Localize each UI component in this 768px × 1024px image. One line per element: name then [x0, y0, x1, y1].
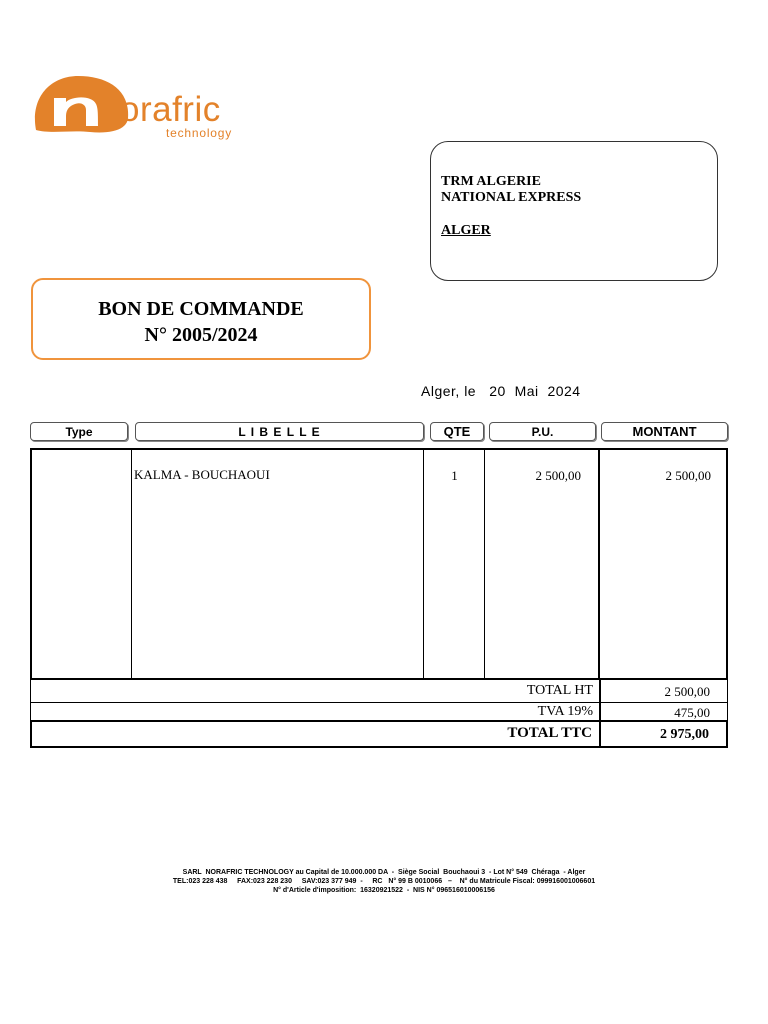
items-table — [30, 448, 728, 680]
total-ttc-row — [30, 720, 728, 748]
column-divider — [599, 722, 601, 746]
tva-row — [30, 702, 728, 721]
column-divider — [131, 450, 132, 678]
header-qte: QTE — [430, 422, 484, 441]
column-divider — [484, 450, 485, 678]
recipient-company: NATIONAL EXPRESS — [441, 190, 582, 205]
company-footer — [0, 868, 768, 895]
row-libelle: KALMA - BOUCHAOUI — [134, 467, 270, 482]
total-ht-label: TOTAL HT — [526, 683, 593, 698]
document-date: Alger, le 20 Mai 2024 — [421, 383, 581, 399]
total-ttc-value: 2 975,00 — [660, 727, 709, 742]
tva-value: 475,00 — [674, 705, 710, 720]
header-montant: MONTANT — [601, 422, 728, 441]
recipient-name: TRM ALGERIE — [441, 174, 541, 189]
document-title-box — [31, 278, 371, 360]
total-ttc-label: TOTAL TTC — [507, 725, 592, 741]
logo-wordmark: orafric — [120, 90, 221, 129]
logo-subtitle: technology — [166, 126, 233, 140]
column-divider — [423, 450, 424, 678]
total-ht-value: 2 500,00 — [664, 684, 710, 699]
footer-line: N° d'Article d'imposition: 16320921522 - NIS N° 096516010006156 — [273, 887, 495, 894]
column-divider — [599, 680, 601, 702]
row-qte: 1 — [451, 468, 458, 483]
total-ht-row — [30, 679, 728, 703]
document-title: BON DE COMMANDE — [98, 298, 304, 320]
header-pu: P.U. — [489, 422, 596, 441]
recipient-city: ALGER — [441, 223, 491, 238]
row-pu: 2 500,00 — [535, 468, 581, 483]
footer-line: SARL NORAFRIC TECHNOLOGY au Capital de 10.000.000 DA - Siège Social Bouchaoui 3 - Lot N° 549 Chéraga - Alger — [182, 869, 586, 876]
footer-line: TEL:023 228 438 FAX:023 228 230 SAV:023 377 949 - RC N° 99 B 0010066 – N° du Matricule Fiscal: 099916001006601 — [172, 878, 596, 885]
header-libelle: L I B E L L E — [135, 422, 424, 441]
header-type: Type — [30, 422, 128, 441]
column-divider — [599, 703, 601, 720]
column-divider — [598, 450, 600, 678]
tva-label: TVA 19% — [537, 704, 593, 719]
row-montant: 2 500,00 — [665, 468, 711, 483]
company-logo — [30, 68, 260, 148]
recipient-box — [430, 141, 718, 281]
document-number: N° 2005/2024 — [144, 324, 258, 346]
